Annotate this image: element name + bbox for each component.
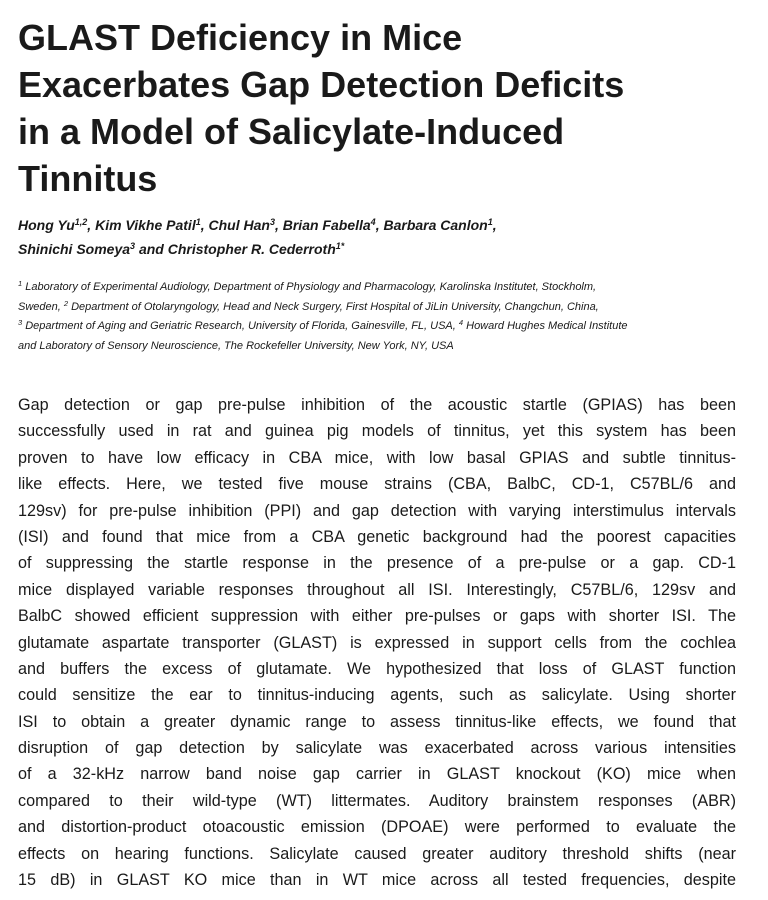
affiliation-text: Sweden, bbox=[18, 300, 64, 313]
affiliation-mark: 1 bbox=[18, 279, 23, 288]
title-line: in a Model of Salicylate-Induced bbox=[18, 111, 565, 152]
author-name: Chul Han bbox=[208, 217, 270, 233]
affiliation-text: Howard Hughes Medical Institute bbox=[463, 320, 628, 332]
abstract-line: proven to have low efficacy in CBA mice, with low basal GPIAS and subtle tinnitus- bbox=[18, 448, 736, 467]
abstract-line: 129sv) for pre-pulse inhibition (PPI) and gap detection with varying interstimulus intervals bbox=[18, 501, 736, 520]
affiliation-list bbox=[18, 278, 748, 356]
author-line bbox=[18, 237, 748, 261]
abstract-line: BalbC showed efficient suppression with either pre-pulses or gaps with shorter ISI. The bbox=[18, 607, 736, 626]
abstract-line: glutamate aspartate transporter (GLAST) is expressed in support cells from the cochlea bbox=[18, 633, 736, 652]
author-separator: , bbox=[375, 217, 384, 233]
author-list bbox=[18, 213, 748, 261]
affiliation-line bbox=[18, 278, 748, 298]
affiliation-line bbox=[18, 337, 748, 357]
abstract-line: effects on hearing functions. Salicylate caused greater auditory threshold shifts (near bbox=[18, 844, 736, 863]
abstract-line: compared to their wild-type (WT) littermates. Auditory brainstem responses (ABR) bbox=[18, 791, 736, 810]
abstract-line: could sensitize the ear to tinnitus-inducing agents, such as salicylate. Using shorter bbox=[18, 686, 736, 705]
abstract-line: ISI to obtain a greater dynamic range to assess tinnitus-like effects, we found that bbox=[18, 712, 736, 731]
author-affiliation-mark: 3 bbox=[269, 217, 275, 227]
abstract-line: 15 dB) in GLAST KO mice than in WT mice across all tested frequencies, despite bbox=[18, 871, 736, 890]
abstract-line: (ISI) and found that mice from a CBA genetic background had the poorest capacities bbox=[18, 527, 736, 546]
author-affiliation-mark: 1* bbox=[335, 241, 345, 251]
affiliation-text: Laboratory of Experimental Audiology, Department of Physiology and Pharmacology, Karolinska Institutet, Stockholm, bbox=[22, 281, 597, 293]
affiliation-text: Department of Aging and Geriatric Research, University of Florida, Gainesville, FL, USA, bbox=[22, 320, 459, 332]
title-line: Exacerbates Gap Detection Deficits bbox=[18, 64, 625, 105]
author-separator: , bbox=[200, 217, 209, 233]
abstract-line: and distortion-product otoacoustic emission (DPOAE) were performed to evaluate the bbox=[18, 818, 736, 837]
affiliation-line bbox=[18, 298, 748, 318]
author-name: Brian Fabella bbox=[282, 217, 371, 233]
abstract-line: of suppressing the startle response in the presence of a pre-pulse or a gap. CD-1 bbox=[18, 554, 736, 573]
author-name: Kim Vikhe Patil bbox=[95, 217, 196, 233]
abstract-body bbox=[18, 392, 736, 893]
abstract-line: disruption of gap detection by salicylate was exacerbated across various intensities bbox=[18, 739, 736, 758]
author-separator: and bbox=[135, 241, 168, 257]
author-name: Shinichi Someya bbox=[18, 241, 131, 257]
author-affiliation-mark: 1 bbox=[195, 217, 201, 227]
abstract-line: of a 32-kHz narrow band noise gap carrier in GLAST knockout (KO) mice when bbox=[18, 765, 736, 784]
affiliation-text: Department of Otolaryngology, Head and Neck Surgery, First Hospital of JiLin University, Changchun, China, bbox=[68, 300, 599, 313]
author-separator: , bbox=[492, 217, 497, 233]
affiliation-line bbox=[18, 317, 748, 337]
author-line bbox=[18, 213, 748, 237]
title-line: Tinnitus bbox=[18, 158, 158, 199]
affiliation-mark: 2 bbox=[63, 298, 69, 308]
abstract-line: successfully used in rat and guinea pig models of tinnitus, yet this system has been bbox=[18, 422, 736, 441]
affiliation-text: and Laboratory of Sensory Neuroscience, The Rockefeller University, New York, NY, USA bbox=[18, 339, 454, 352]
abstract-line: and buffers the excess of glutamate. We hypothesized that loss of GLAST function bbox=[18, 659, 736, 678]
abstract-line: like effects. Here, we tested five mouse strains (CBA, BalbC, CD-1, C57BL/6 and bbox=[18, 475, 736, 494]
author-affiliation-mark: 1 bbox=[487, 217, 493, 227]
abstract-line: Gap detection or gap pre-pulse inhibition of the acoustic startle (GPIAS) has been bbox=[18, 396, 736, 414]
author-name: Christopher R. Cederroth bbox=[167, 241, 336, 257]
author-separator: , bbox=[87, 217, 96, 233]
author-separator: , bbox=[274, 217, 283, 233]
title-line: GLAST Deficiency in Mice bbox=[18, 17, 463, 58]
author-affiliation-mark: 4 bbox=[370, 217, 376, 227]
paper-title bbox=[18, 14, 748, 202]
author-name: Barbara Canlon bbox=[383, 217, 488, 233]
author-name: Hong Yu bbox=[18, 217, 75, 233]
affiliation-mark: 4 bbox=[458, 318, 464, 327]
abstract-line: mice displayed variable responses throughout all ISI. Interestingly, C57BL/6, 129sv and bbox=[18, 580, 736, 599]
affiliation-mark: 3 bbox=[18, 318, 23, 327]
author-affiliation-mark: 1,2 bbox=[74, 217, 88, 227]
author-affiliation-mark: 3 bbox=[130, 241, 136, 251]
